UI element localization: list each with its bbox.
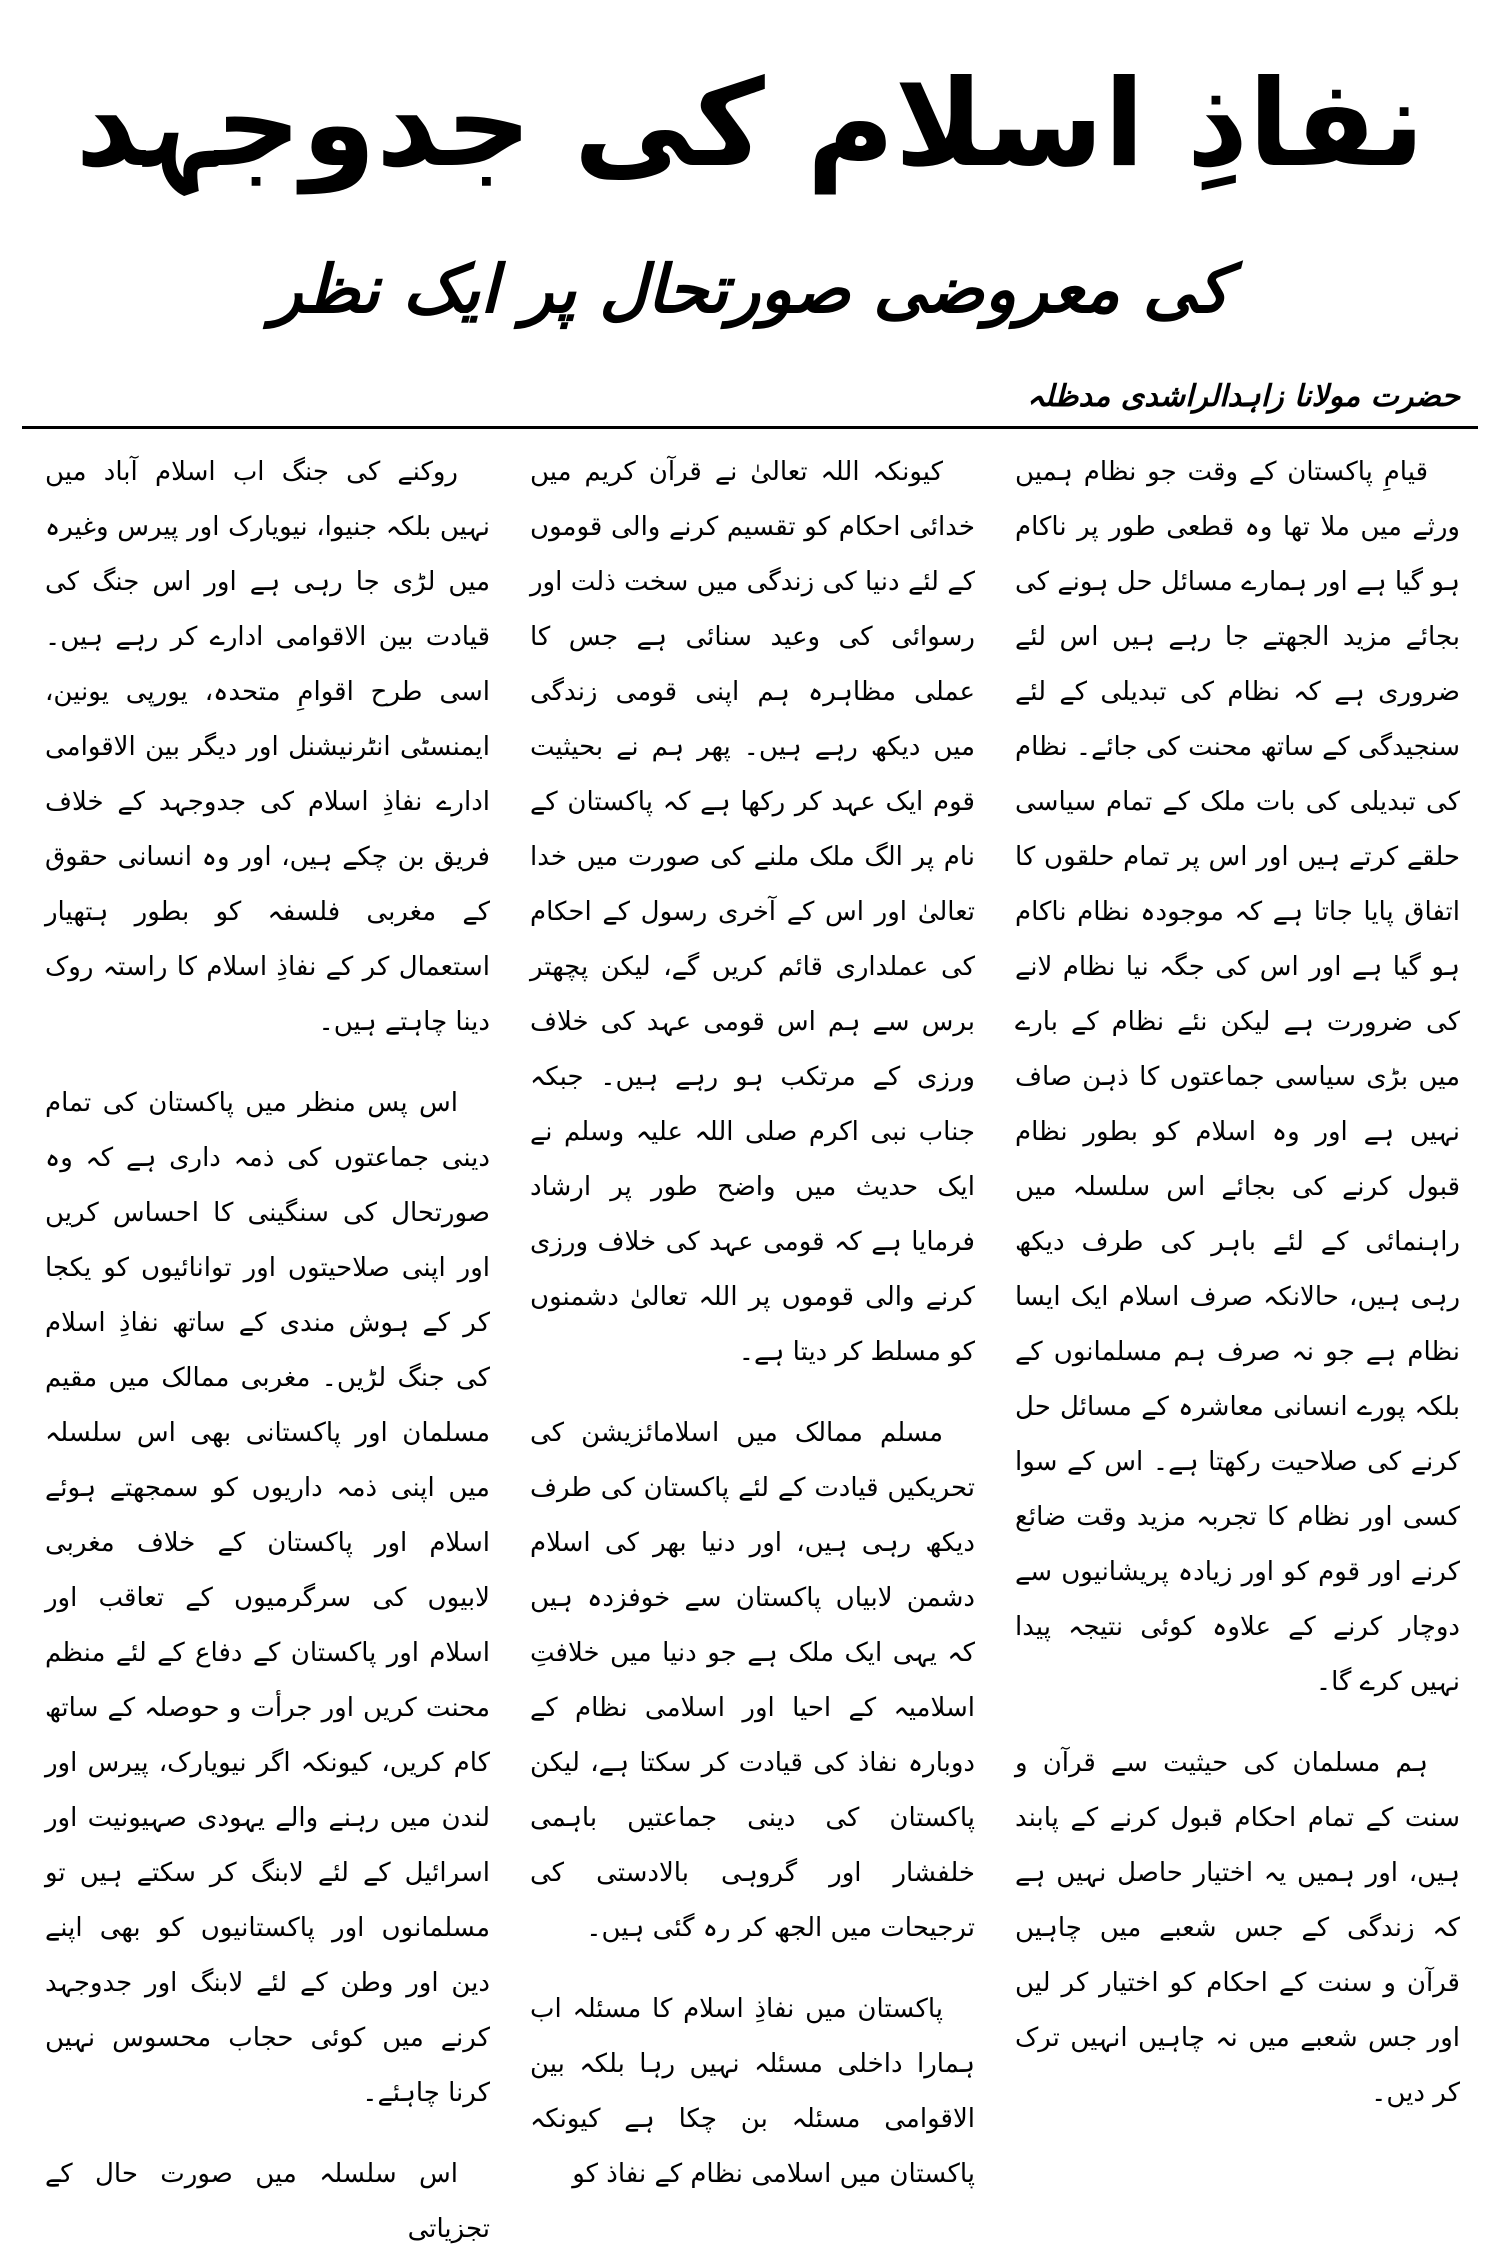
headline: نفاذِ اسلام کی جدوجہد — [75, 55, 1425, 194]
paragraph: اس پس منظر میں پاکستان کی تمام دینی جماعتوں کی ذمہ داری ہے کہ وہ صورتحال کی سنگینی کا احساس کریں اور اپنی صلاحیتوں اور توانائیوں کو یکجا کر کے ہوش مندی کے ساتھ نفاذِ اسلام کی جنگ لڑیں۔ مغربی ممالک میں مقیم مسلمان اور پاکستانی بھی اس سلسلہ میں اپنی ذمہ داریوں کو سمجھتے ہوئے اسلام اور پاکستان کے خلاف مغربی لابیوں کی سرگرمیوں کے تعاقب اور اسلام اور پاکستان کے دفاع کے لئے منظم محنت کریں اور جرأت و حوصلہ کے ساتھ کام کریں، کیونکہ اگر نیویارک، پیرس اور لندن میں رہنے والے یہودی صہیونیت اور اسرائیل کے لئے لابنگ کر سکتے ہیں تو مسلمانوں اور پاکستانیوں کو بھی اپنے دین اور وطن کے لئے لابنگ اور جدوجہد کرنے میں کوئی حجاب محسوس نہیں کرنا چاہئے۔ — [45, 1088, 490, 2108]
paragraph: پاکستان میں نفاذِ اسلام کا مسئلہ اب ہمارا داخلی مسئلہ نہیں رہا بلکہ بین الاقوامی مسئلہ بن چکا ہے کیونکہ پاکستان میں اسلامی نظام کے نفاذ کو — [530, 1994, 975, 2189]
subheadline: کی معروضی صورتحال پر ایک نظر — [270, 251, 1230, 328]
paragraph: مسلم ممالک میں اسلامائزیشن کی تحریکیں قیادت کے لئے پاکستان کی طرف دیکھ رہی ہیں، اور دنیا بھر کی اسلام دشمن لابیاں پاکستان سے خوفزدہ ہیں کہ یہی ایک ملک ہے جو دنیا میں خلافتِ اسلامیہ کے احیا اور اسلامی نظام کے دوبارہ نفاذ کی قیادت کر سکتا ہے، لیکن پاکستان کی دینی جماعتیں باہمی خلفشار اور گروہی بالادستی کی ترجیحات میں الجھ کر رہ گئی ہیں۔ — [530, 1418, 975, 1943]
paragraph: کیونکہ اللہ تعالیٰ نے قرآن کریم میں خدائی احکام کو تقسیم کرنے والی قوموں کے لئے دنیا کی زندگی میں سخت ذلت اور رسوائی کی وعید سنائی ہے جس کا عملی مظاہرہ ہم اپنی قومی زندگی میں دیکھ رہے ہیں۔ پھر ہم نے بحیثیت قوم ایک عہد کر رکھا ہے کہ پاکستان کے نام پر الگ ملک ملنے کی صورت میں خدا تعالیٰ اور اس کے آخری رسول کے احکام کی عملداری قائم کریں گے، لیکن پچھتر برس سے ہم اس قومی عہد کی خلاف ورزی کے مرتکب ہو رہے ہیں۔ جبکہ جناب نبی اکرم صلی اللہ علیہ وسلم نے ایک حدیث میں واضح طور پر ارشاد فرمایا ہے کہ قومی عہد کی خلاف ورزی کرنے والی قوموں پر اللہ تعالیٰ دشمنوں کو مسلط کر دیتا ہے۔ — [530, 457, 975, 1367]
paragraph: قیامِ پاکستان کے وقت جو نظام ہمیں ورثے میں ملا تھا وہ قطعی طور پر ناکام ہو گیا ہے اور ہمارے مسائل حل ہونے کی بجائے مزید الجھتے جا رہے ہیں اس لئے ضروری ہے کہ نظام کی تبدیلی کے لئے سنجیدگی کے ساتھ محنت کی جائے۔ نظام کی تبدیلی کی بات ملک کے تمام سیاسی حلقے کرتے ہیں اور اس پر تمام حلقوں کا اتفاق پایا جاتا ہے کہ موجودہ نظام ناکام ہو گیا ہے اور اس کی جگہ نیا نظام لانے کی ضرورت ہے لیکن نئے نظام کے بارے میں بڑی سیاسی جماعتوں کا ذہن صاف نہیں ہے اور وہ اسلام کو بطور نظام قبول کرنے کی بجائے اس سلسلہ میں راہنمائی کے لئے باہر کی طرف دیکھ رہی ہیں، حالانکہ صرف اسلام ایک ایسا نظام ہے جو نہ صرف ہم مسلمانوں کے بلکہ پورے انسانی معاشرہ کے مسائل حل کرنے کی صلاحیت رکھتا ہے۔ اس کے سوا کسی اور نظام کا تجربہ مزید وقت ضائع کرنے اور قوم کو اور زیادہ پریشانیوں سے دوچار کرنے کے علاوہ کوئی نتیجہ پیدا نہیں کرے گا۔ — [1015, 457, 1460, 1697]
byline: حضرت مولانا زاہدالراشدی مدظلہ — [1027, 379, 1460, 414]
article-column-right — [1015, 445, 1460, 2180]
article-column-middle — [530, 445, 975, 2189]
article-column-left — [45, 445, 490, 2244]
paragraph: اس سلسلہ میں صورت حال کے تجزیاتی — [45, 2159, 490, 2244]
paragraph: روکنے کی جنگ اب اسلام آباد میں نہیں بلکہ جنیوا، نیویارک اور پیرس وغیرہ میں لڑی جا رہی ہے اور اس جنگ کی قیادت بین الاقوامی ادارے کر رہے ہیں۔ اسی طرح اقوامِ متحدہ، یورپی یونین، ایمنسٹی انٹرنیشنل اور دیگر بین الاقوامی ادارے نفاذِ اسلام کی جدوجہد کے خلاف فریق بن چکے ہیں، اور وہ انسانی حقوق کے مغربی فلسفہ کو بطور ہتھیار استعمال کر کے نفاذِ اسلام کا راستہ روک دینا چاہتے ہیں۔ — [45, 457, 490, 1037]
divider-rule — [22, 426, 1478, 429]
paragraph: ہم مسلمان کی حیثیت سے قرآن و سنت کے تمام احکام قبول کرنے کے پابند ہیں، اور ہمیں یہ اختیار حاصل نہیں ہے کہ زندگی کے جس شعبے میں چاہیں قرآن و سنت کے احکام کو اختیار کر لیں اور جس شعبے میں نہ چاہیں انہیں ترک کر دیں۔ — [1015, 1748, 1460, 2108]
